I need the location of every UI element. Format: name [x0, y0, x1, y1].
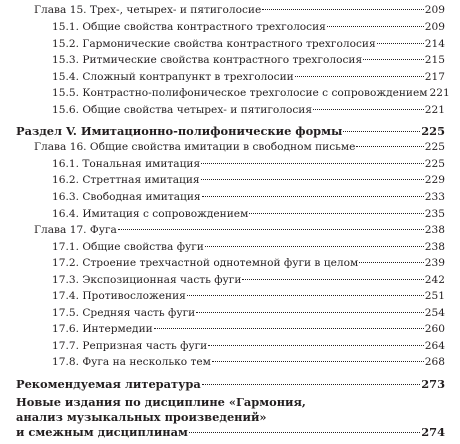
toc-entry-page: 268 — [424, 356, 445, 368]
dot-leader — [201, 163, 424, 164]
toc-entry — [52, 307, 445, 319]
dot-leader — [242, 279, 423, 280]
toc-entry — [34, 4, 445, 16]
toc-entry-title: Новые издания по дисциплине «Гармония, — [16, 395, 306, 409]
toc-entry-page: 233 — [424, 191, 445, 203]
toc-entry — [52, 54, 445, 66]
toc-entry-page: 209 — [424, 4, 445, 16]
toc-entry-title: 15.2. Гармонические свойства контрастного трехголосия — [52, 38, 376, 50]
toc-entry-title: Рекомендуемая литература — [16, 377, 201, 391]
toc-entry-title: 16.2. Стреттная имитация — [52, 174, 200, 186]
toc-entry-page: 225 — [424, 141, 445, 153]
toc-entry — [52, 38, 445, 50]
toc-entry-page: 217 — [424, 71, 445, 83]
toc-entry-title: 17.5. Средняя часть фуги — [52, 307, 196, 319]
toc-entry-page: 215 — [424, 54, 445, 66]
toc-entry — [52, 257, 445, 269]
dot-leader — [377, 43, 424, 44]
toc-entry-title: Глава 16. Общие свойства имитации в свободном письме — [34, 141, 356, 153]
dot-leader — [212, 361, 424, 362]
toc-entry-page: 221 — [429, 87, 450, 99]
toc-entry — [52, 158, 445, 170]
toc-entry-title: 15.6. Общие свойства четырех- и пятиголосия — [52, 104, 313, 116]
toc-entry-title: 17.1. Общие свойства фуги — [52, 241, 204, 253]
dot-leader — [343, 131, 420, 132]
toc-entry-page: 221 — [424, 104, 445, 116]
toc-entry-title: 16.1. Тональная имитация — [52, 158, 201, 170]
dot-leader — [262, 9, 424, 10]
dot-leader — [295, 76, 424, 77]
toc-entry-page: 238 — [424, 241, 445, 253]
toc-entry-title: 17.6. Интермедии — [52, 323, 153, 335]
dot-leader — [356, 146, 423, 147]
toc-entry — [16, 124, 445, 138]
toc-entry — [52, 174, 445, 186]
toc-entry-title: 16.4. Имитация с сопровождением — [52, 208, 249, 220]
toc-entry — [52, 356, 445, 368]
dot-leader — [154, 328, 424, 329]
toc-entry — [34, 224, 445, 236]
dot-leader — [363, 59, 424, 60]
dot-leader — [187, 295, 424, 296]
toc-entry — [16, 395, 445, 409]
toc-entry — [16, 410, 445, 424]
toc-entry-page: 274 — [421, 425, 445, 439]
toc-entry-title: 15.4. Сложный контрапункт в трехголосии — [52, 71, 294, 83]
toc-entry-title: 17.7. Репризная часть фуги — [52, 340, 208, 352]
toc-entry-title: 15.3. Ритмические свойства контрастного трехголосия — [52, 54, 363, 66]
toc-entry — [52, 104, 445, 116]
dot-leader — [249, 213, 423, 214]
toc-entry-page: 225 — [424, 158, 445, 170]
dot-leader — [189, 432, 420, 433]
toc-entry-title: Глава 17. Фуга — [34, 224, 117, 236]
toc-entry — [52, 340, 445, 352]
toc-entry-page: 238 — [424, 224, 445, 236]
toc-entry-title: 15.5. Контрастно-полифоническое трехголосие с сопровождением — [52, 87, 428, 99]
toc-entry-page: 242 — [424, 274, 445, 286]
toc-entry — [16, 377, 445, 391]
toc-entry — [52, 21, 445, 33]
toc-entry-title: 17.3. Экспозиционная часть фуги — [52, 274, 242, 286]
dot-leader — [208, 345, 424, 346]
toc-entry-page: 264 — [424, 340, 445, 352]
toc-entry-title: 17.8. Фуга на несколько тем — [52, 356, 211, 368]
dot-leader — [327, 26, 424, 27]
toc-entry-title: и смежным дисциплинам — [16, 425, 188, 439]
toc-entry-page: 214 — [424, 38, 445, 50]
toc-entry — [16, 425, 445, 439]
toc-entry-page: 254 — [424, 307, 445, 319]
toc-entry — [52, 274, 445, 286]
toc-entry-page: 209 — [424, 21, 445, 33]
toc-entry-page: 273 — [421, 377, 445, 391]
toc-entry — [52, 87, 450, 99]
toc-entry-title: Раздел V. Имитационно-полифонические формы — [16, 124, 343, 138]
toc-entry-title: анализ музыкальных произведений» — [16, 410, 267, 424]
toc-entry — [34, 141, 445, 153]
toc-entry-title: Глава 15. Трех-, четырех- и пятиголосие — [34, 4, 262, 16]
toc-entry — [52, 208, 445, 220]
toc-entry-page: 251 — [424, 290, 445, 302]
toc-entry-page: 225 — [421, 124, 445, 138]
dot-leader — [201, 179, 424, 180]
toc-entry-title: 15.1. Общие свойства контрастного трехголосия — [52, 21, 326, 33]
toc-entry-title: 17.2. Строение трехчастной однотемной фуги в целом — [52, 257, 359, 269]
toc-entry — [52, 191, 445, 203]
toc-entry — [52, 241, 445, 253]
toc-entry-page: 235 — [424, 208, 445, 220]
dot-leader — [313, 109, 424, 110]
dot-leader — [196, 312, 424, 313]
toc-entry-page: 260 — [424, 323, 445, 335]
dot-leader — [205, 246, 424, 247]
dot-leader — [202, 196, 424, 197]
toc-entry — [52, 71, 445, 83]
dot-leader — [359, 262, 424, 263]
toc-entry-title: 16.3. Свободная имитация — [52, 191, 201, 203]
toc-entry-title: 17.4. Противосложения — [52, 290, 186, 302]
toc-entry-page: 229 — [424, 174, 445, 186]
toc-entry — [52, 323, 445, 335]
dot-leader — [202, 384, 420, 385]
dot-leader — [118, 229, 424, 230]
toc-entry-page: 239 — [424, 257, 445, 269]
toc-entry — [52, 290, 445, 302]
